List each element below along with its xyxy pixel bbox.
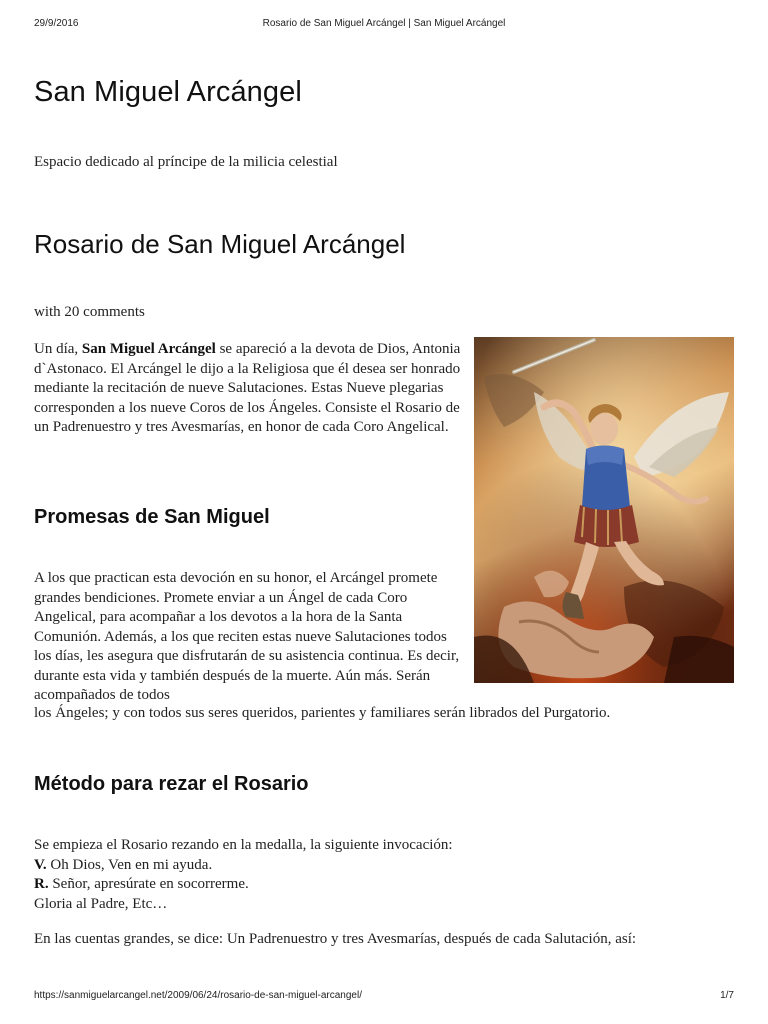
print-footer [34, 990, 734, 1004]
gloria-line: Gloria al Padre, Etc… [34, 895, 168, 912]
print-header [34, 18, 734, 32]
metodo-invocation [34, 836, 734, 914]
site-title-link[interactable]: San Miguel Arcángel [34, 76, 302, 108]
intro-strong-name: San Miguel Arcángel [81, 341, 216, 357]
archangel-painting-image [474, 337, 734, 683]
intro-rest: se apareció a la devota de Dios, Antonia d`Astonaco. El Arcángel le dijo a la Religiosa que él desea ser honrado mediante la recitación de nueve Salutaciones. Estas Nueve plegarias corresponden a los nueve Coros de los Ángeles. Consiste el Rosario de un Padrenuestro y tres Avesmarías, en honor de cada Coro Angelical. [34, 341, 461, 435]
print-page-title: Rosario de San Miguel Arcángel | San Miguel Arcángel [262, 18, 506, 29]
response-text: Señor, apresúrate en socorrerme. [48, 876, 249, 892]
cuentas-paragraph: En las cuentas grandes, se dice: Un Padrenuestro y tres Avesmarías, después de cada Salutación, así: [34, 931, 637, 947]
intro-paragraph [34, 340, 464, 438]
promesas-paragraph-continued: los Ángeles; y con todos sus seres queridos, parientes y familiares serán librados del Purgatorio. [34, 705, 611, 721]
print-page-number: 1/7 [720, 990, 734, 1001]
versicle-label: V. [34, 856, 47, 873]
intro-lead: Un día, [34, 341, 82, 357]
versicle-line [34, 856, 734, 876]
site-tagline: Espacio dedicado al príncipe de la milicia celestial [34, 154, 338, 170]
promesas-paragraph: A los que practican esta devoción en su honor, el Arcángel promete grandes bendiciones. Promete enviar a un Ángel de cada Coro Angelical, para acompañar a los devotos a la hora de la Santa Comunión. Además, a los que reciten estas nueve Salutaciones todos los días, les asegura que disfrutarán de su asistencia continua. Es decir, durante esta vida y también después de la muerte. Aún más. Serán acompañados de todos [34, 570, 460, 703]
metodo-intro-line: Se empieza el Rosario rezando en la medalla, la siguiente invocación: [34, 837, 453, 853]
comments-link[interactable]: with 20 comments [34, 304, 145, 320]
archangel-painting [474, 337, 734, 683]
print-date: 29/9/2016 [34, 18, 79, 29]
response-label: R. [34, 876, 49, 892]
promesas-heading: Promesas de San Miguel [34, 506, 270, 528]
response-line [34, 875, 734, 895]
metodo-heading: Método para rezar el Rosario [34, 773, 309, 795]
versicle-text: Oh Dios, Ven en mi ayuda. [46, 856, 213, 873]
post-title: Rosario de San Miguel Arcángel [34, 229, 406, 259]
print-url-link[interactable]: https://sanmiguelarcangel.net/2009/06/24/rosario-de-san-miguel-arcangel/ [34, 990, 362, 1001]
